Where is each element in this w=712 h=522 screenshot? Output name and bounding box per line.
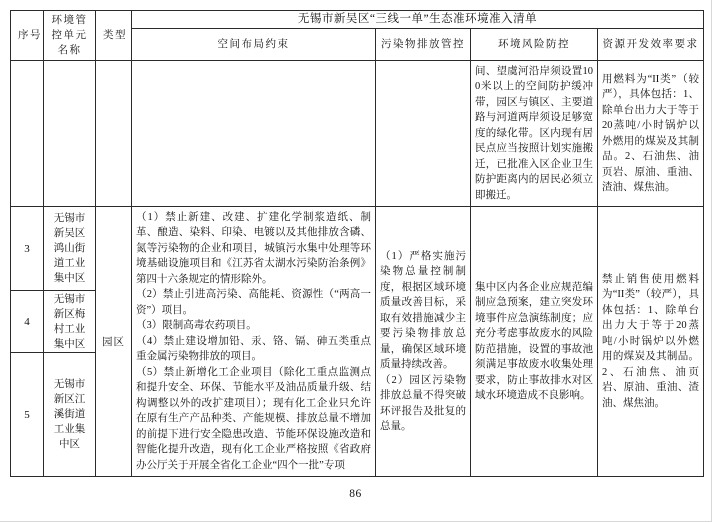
eco-access-list-table — [10, 10, 704, 477]
row-index-3: 3 — [11, 207, 44, 291]
spatial-item: （2）禁止引进高污染、高能耗、资源性（“两高一资”）项目。 — [136, 289, 371, 316]
unit-name-text: 无锡市新区梅村工业集中区 — [53, 293, 86, 350]
spatial-item: （4）禁止建设增加铅、汞、铬、镉、砷五类重点重金属污染物排放的项目。 — [136, 335, 371, 363]
continuation-pollutant-cell — [376, 61, 471, 207]
col-header-type — [96, 11, 132, 61]
col-header-spatial: 空间布局约束 — [132, 29, 376, 61]
col-header-resource: 资源开发效率要求 — [598, 29, 704, 61]
type-cell: 园区 — [96, 207, 132, 477]
col-header-type-label: 类型 — [103, 30, 127, 41]
continuation-unit-name-cell — [44, 61, 96, 207]
col-header-pollutant: 污染物排放管控 — [376, 29, 471, 61]
col-header-risk: 环境风险防控 — [471, 29, 598, 61]
spatial-item: （5）禁止新增化工企业项目（除化工重点监测点和提升安全、环保、节能水平及油品质量升级、结构调整以外的改扩建项目）；现有化工企业只允许在原有生产产品种类、产能规模、排放总量不增加的前提下进行安全隐患改造、节能环保设施改造和智能化提升改造，现有化工企业严格按照《省政府办公厅关于开展全省化工企业“四个一批”专项 — [136, 366, 371, 471]
row-index-5: 5 — [11, 353, 44, 477]
row-index-4: 4 — [11, 291, 44, 353]
continuation-index-cell — [11, 61, 44, 207]
unit-name-text: 无锡市新吴区鸿山街道工业集中区 — [53, 213, 86, 284]
continuation-risk-cell — [471, 61, 598, 207]
resource-continuation-text: 用燃料为“II类”（较严），具体包括：1、除单台出力大于等于20蒸吨/小时锅炉以外燃用的煤炭及其制品。2、石油焦、油页岩、原油、重油、渣油、煤焦油。 — [602, 73, 700, 193]
unit-name-cell — [44, 207, 96, 291]
risk-control-cell — [471, 207, 598, 477]
col-header-index-label: 序号 — [18, 30, 42, 41]
col-header-unit-name-label: 环境管控单元名称 — [51, 15, 88, 56]
page-number: 86 — [349, 488, 362, 500]
unit-name-text: 无锡市新区江溪街道工业集中区 — [53, 379, 86, 450]
spatial-item: （3）限制高毒农药项目。 — [136, 320, 257, 332]
continuation-type-cell — [96, 61, 132, 207]
col-header-index — [11, 11, 44, 61]
resource-efficiency-cell — [598, 207, 704, 477]
unit-name-cell — [44, 353, 96, 477]
spatial-item: （1）禁止新建、改建、扩建化学制浆造纸、制革、酿造、染料、印染、电镀以及其他排放含磷、氮等污染物的企业和项目，城镇污水集中处理等环境基础设施项目和《江苏省太湖水污染防治条例》第四十六条规定的情形除外。 — [136, 211, 371, 285]
unit-name-cell — [44, 291, 96, 353]
table-row — [11, 207, 704, 291]
risk-text: 集中区内各企业应规范编制应急预案，建立突发环境事件应急演练制度；应充分考虑事故废水的风险防范措施，设置的事故池须满足事故废水收集处理要求，防止事故排水对区域水环境造成不良影响。 — [475, 281, 593, 401]
resource-text: 禁止销售使用燃料为“II类”（较严），具体包括：1、除单台出力大于等于20蒸吨/小时锅炉以外燃用的煤炭及其制品。2、石油焦、油页岩、原油、重油、渣油、煤焦油。 — [602, 273, 700, 409]
table-title: 无锡市新吴区“三线一单”生态准环境准入清单 — [132, 11, 704, 29]
pollutant-item: （2）园区污染物排放总量不得突破环评报告及批复的总量。 — [380, 374, 466, 432]
spatial-constraints-cell — [132, 207, 376, 477]
continuation-row — [11, 61, 704, 207]
continuation-spatial-cell — [132, 61, 376, 207]
pollutant-item: （1）严格实施污染物总量控制制度，根据区域环境质量改善目标，采取有效措施减少主要污染物排放总量，确保区域环境质量持续改善。 — [380, 250, 466, 370]
col-header-unit-name — [44, 11, 96, 61]
pollutant-control-cell — [376, 207, 471, 477]
risk-continuation-text: 间、望虞河沿岸须设置100米以上的空间防护缓冲带，园区与镇区、主要道路与河道两岸须设足够宽度的绿化带。区内现有居民点应当按照计划实施搬迁，已批准入区企业卫生防护距离内的居民必须立即搬迁。 — [475, 65, 593, 201]
continuation-resource-cell — [598, 61, 704, 207]
